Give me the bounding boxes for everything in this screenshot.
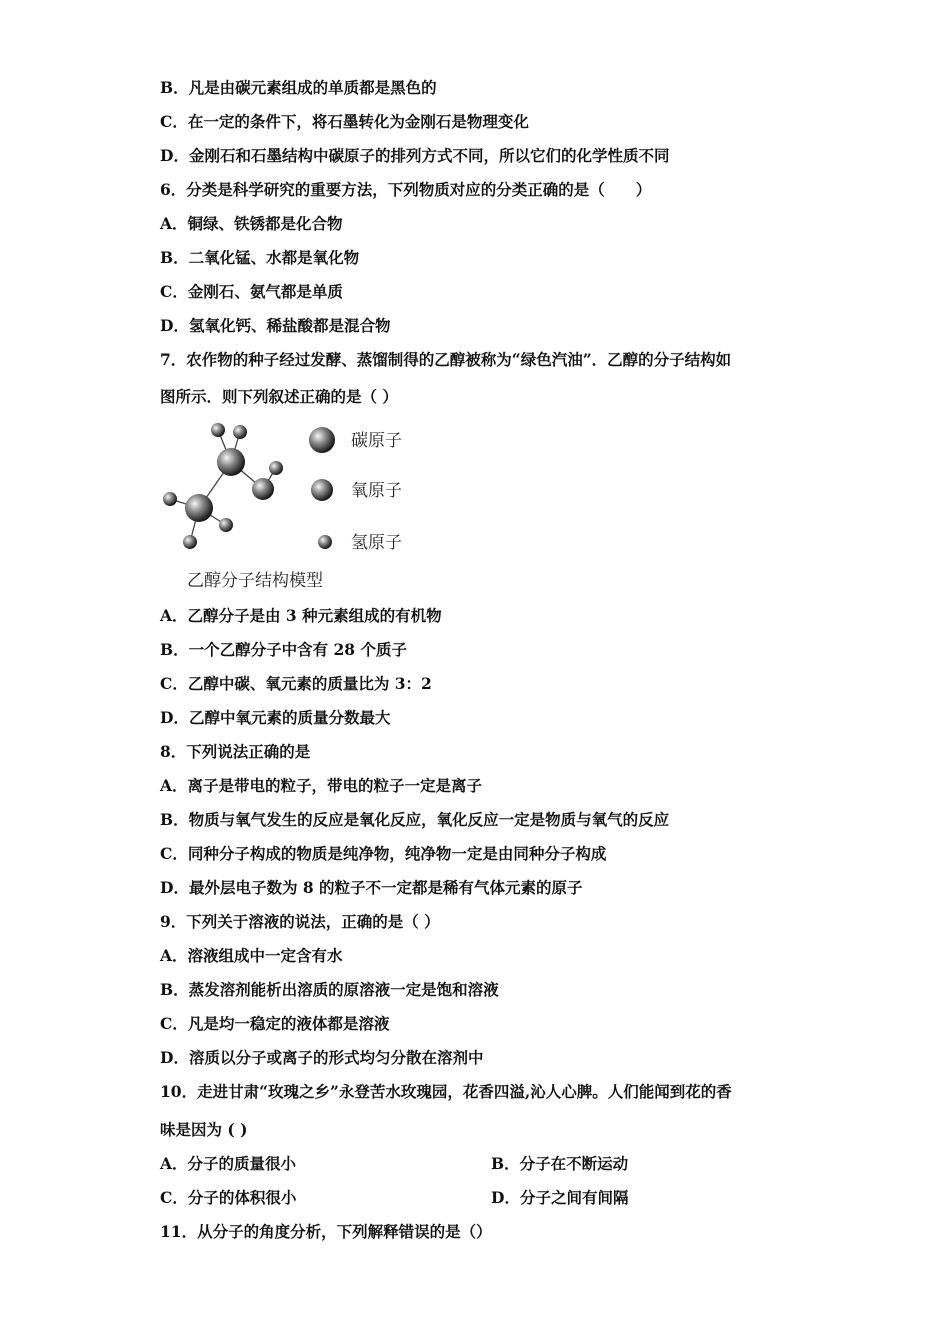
hydrogen-atom	[211, 423, 225, 437]
q8-option-a: A．离子是带电的粒子，带电的粒子一定是离子	[160, 776, 483, 795]
q5-option-c: C．在一定的条件下，将石墨转化为金刚石是物理变化	[160, 112, 529, 131]
hydrogen-atom	[233, 425, 247, 439]
q10-option-a: A．分子的质量很小	[160, 1154, 297, 1173]
q10-option-c: C．分子的体积很小	[160, 1188, 297, 1207]
q9-option-d: D．溶质以分子或离子的形式均匀分散在溶剂中	[160, 1048, 484, 1067]
q10-option-b: B．分子在不断运动	[491, 1154, 629, 1173]
q8-option-c: C．同种分子构成的物质是纯净物，纯净物一定是由同种分子构成	[160, 844, 607, 863]
hydrogen-atom	[269, 461, 283, 475]
carbon-atom	[185, 494, 213, 522]
q10-stem-line1: 10．走进甘肃“玫瑰之乡”永登苦水玫瑰园，花香四溢,沁人心脾。人们能闻到花的香	[160, 1082, 732, 1101]
q10-stem-line2: 味是因为 ( )	[160, 1120, 248, 1139]
figure-caption: 乙醇分子结构模型	[187, 571, 323, 591]
q7-option-a: A．乙醇分子是由 3 种元素组成的有机物	[160, 606, 442, 625]
q6-option-d: D．氢氧化钙、稀盐酸都是混合物	[160, 316, 391, 335]
q7-stem-line2: 图所示．则下列叙述正确的是（ ）	[160, 387, 398, 406]
q7-option-d: D．乙醇中氧元素的质量分数最大	[160, 708, 391, 727]
q7-option-b: B．一个乙醇分子中含有 28 个质子	[160, 640, 407, 659]
legend-oxygen-label: 氧原子	[351, 481, 402, 501]
ethanol-molecule-figure	[155, 415, 425, 595]
q9-option-c: C．凡是均一稳定的液体都是溶液	[160, 1014, 390, 1033]
q6-stem: 6．分类是科学研究的重要方法，下列物质对应的分类正确的是（ ）	[160, 180, 652, 199]
legend-carbon-label: 碳原子	[351, 431, 402, 451]
q8-stem: 8．下列说法正确的是	[160, 742, 311, 761]
q7-option-c: C．乙醇中碳、氧元素的质量比为 3：2	[160, 674, 432, 693]
oxygen-atom	[252, 478, 274, 500]
q8-option-d: D．最外层电子数为 8 的粒子不一定都是稀有气体元素的原子	[160, 878, 583, 897]
q7-stem-line1: 7．农作物的种子经过发酵、蒸馏制得的乙醇被称为“绿色汽油”．乙醇的分子结构如	[160, 350, 732, 369]
q6-option-a: A．铜绿、铁锈都是化合物	[160, 214, 343, 233]
q6-option-b: B．二氧化锰、水都是氧化物	[160, 248, 360, 267]
q8-option-b: B．物质与氧气发生的反应是氧化反应，氧化反应一定是物质与氧气的反应	[160, 810, 670, 829]
hydrogen-atom	[219, 518, 233, 532]
legend-hydrogen-ball	[318, 535, 332, 549]
q9-option-a: A．溶液组成中一定含有水	[160, 946, 343, 965]
hydrogen-atom	[183, 535, 197, 549]
q11-stem: 11．从分子的角度分析，下列解释错误的是（）	[160, 1222, 492, 1241]
q6-option-c: C．金刚石、氨气都是单质	[160, 282, 343, 301]
legend-oxygen-ball	[311, 479, 333, 501]
figure-legend	[309, 427, 402, 553]
q10-option-d: D．分子之间有间隔	[491, 1188, 629, 1207]
carbon-atom	[217, 448, 245, 476]
q9-stem: 9．下列关于溶液的说法，正确的是（ ）	[160, 912, 440, 931]
q5-option-d: D．金刚石和石墨结构中碳原子的排列方式不同，所以它们的化学性质不同	[160, 146, 670, 165]
legend-carbon-ball	[309, 427, 335, 453]
hydrogen-atom	[163, 492, 177, 506]
legend-hydrogen-label: 氢原子	[351, 533, 402, 553]
q9-option-b: B．蒸发溶剂能析出溶质的原溶液一定是饱和溶液	[160, 980, 499, 999]
q5-option-b: B．凡是由碳元素组成的单质都是黑色的	[160, 78, 437, 97]
